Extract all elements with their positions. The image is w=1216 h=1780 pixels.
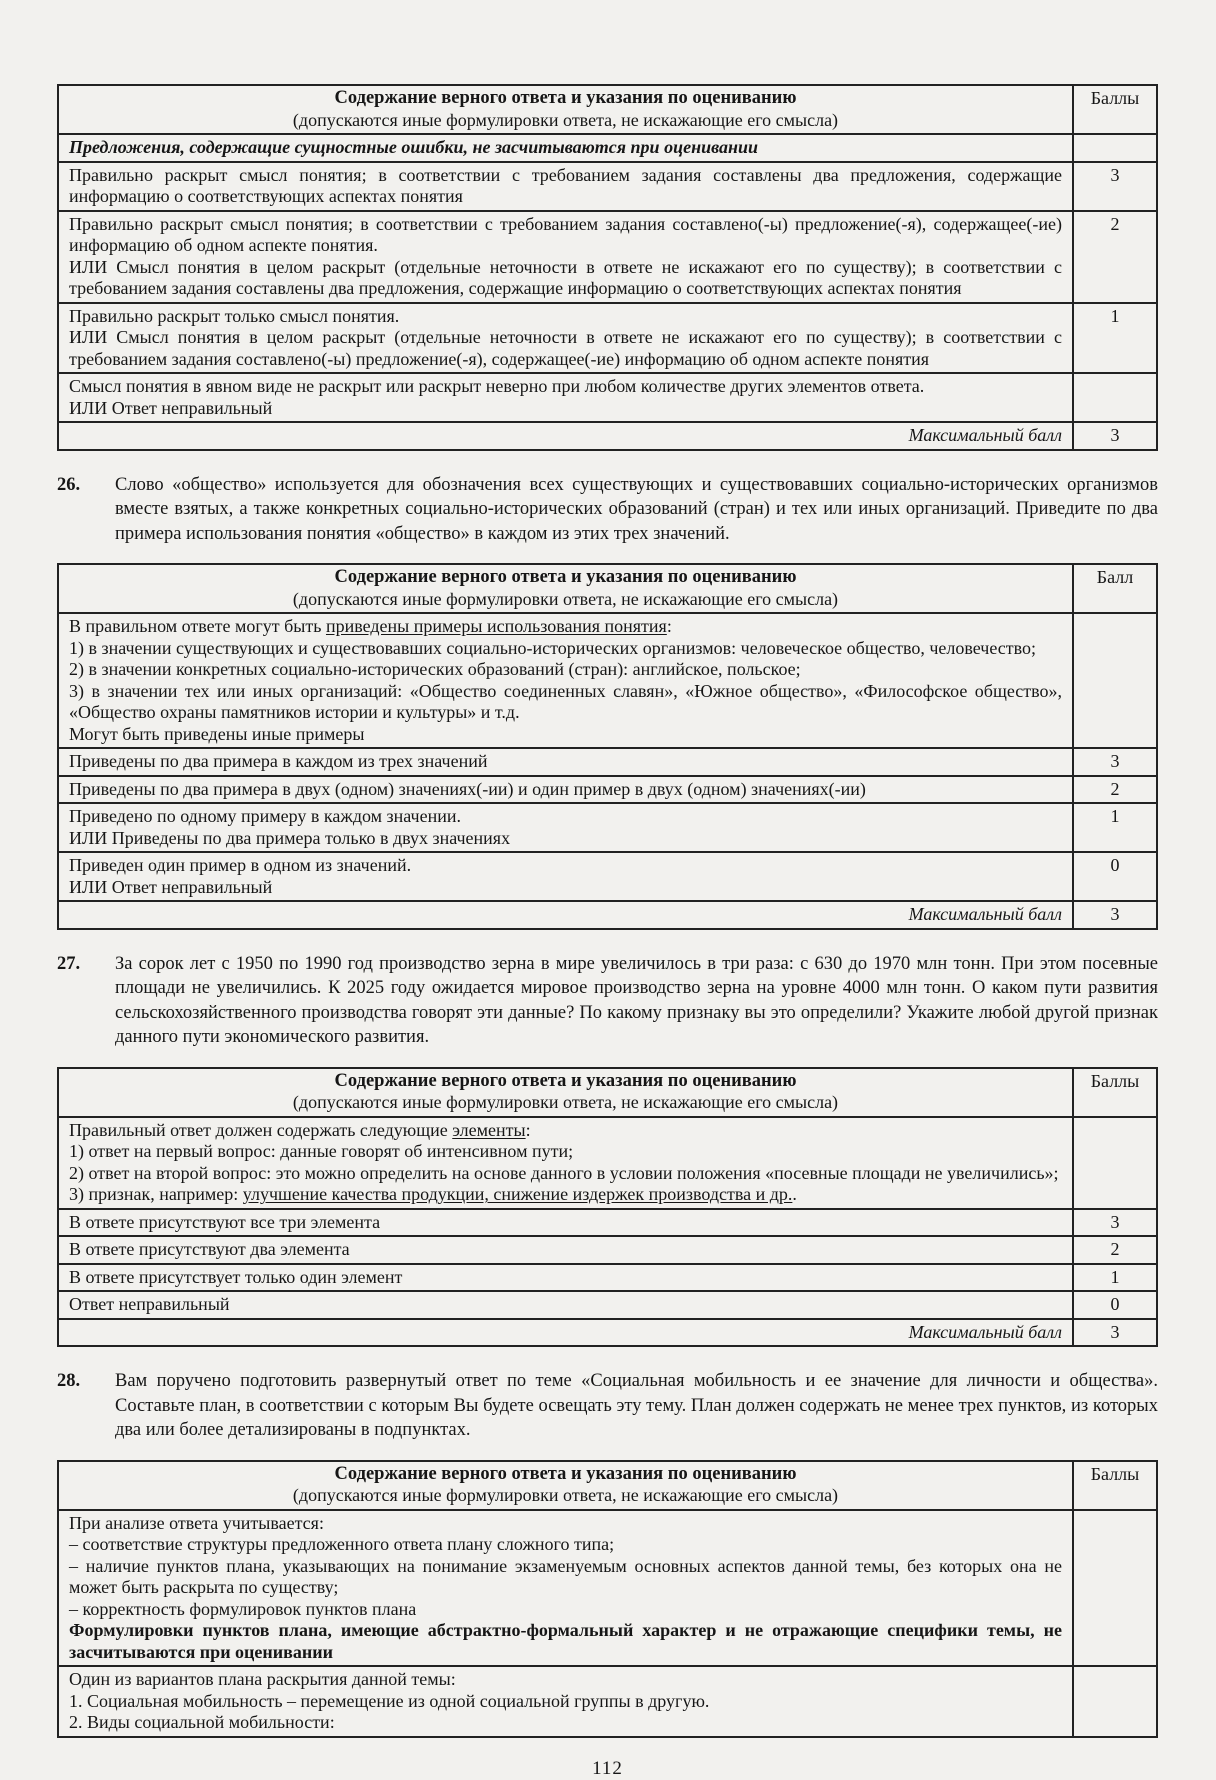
question-block [57,952,1158,1050]
scoring-table-q25 [57,84,1158,451]
text-segment: Правильный ответ должен содержать следующие [69,1119,453,1140]
criteria-header-cell [58,1068,1073,1117]
criteria-header-subtitle: (допускаются иные формулировки ответа, не искажающие его смысла) [292,1092,839,1112]
criteria-line [69,1184,1062,1206]
question-27 [57,952,1158,1050]
text-segment: 3) в значении тех или иных организаций: «Общество соединенных славян», «Южное общество», «Философское общество», «Общество охраны памятников истории и культуры» и т.д. [69,680,1062,722]
text-segment: – корректность формулировок пунктов плана [69,1598,417,1619]
question-block [57,1369,1158,1443]
question-block [57,473,1158,547]
scoring-table-q28 [57,1460,1158,1738]
text-segment: Приведен один пример в одном из значений. [69,855,412,875]
criteria-header-title: Содержание верного ответа и указания по оцениванию [334,1070,797,1091]
criteria-row [58,1117,1157,1209]
text-segment: 1) в значении существующих и существовавших социально-исторических организмов: человеческое общество, человечество; [69,637,1037,658]
criteria-line [69,1669,1062,1691]
criteria-cell [58,1264,1073,1292]
text-segment: Смысл понятия в явном виде не раскрыт или раскрыт неверно при любом количестве других элементов ответа. [69,376,925,396]
question-text: За сорок лет с 1950 по 1990 год производство зерна в мире увеличилось в три раза: с 630 до 1970 млн тонн. При этом посевные площади не увеличились. К 2025 году ожидается мировое производство зерна на уровне 4000 млн тонн. О каком пути развития сельскохозяйственного производства говорят эти данные? По какому признаку вы это определили? Укажите любой другой признак данного пути экономического развития. [115,953,1158,1047]
page-content [57,84,1158,1780]
scoring-rubric-table [57,84,1158,451]
text-segment: . [792,1184,797,1204]
question-number: 28. [57,1371,81,1391]
criteria-line [69,828,1062,850]
criteria-line [69,681,1062,724]
score-cell [1073,1117,1157,1209]
criteria-line [69,1120,1062,1142]
score-cell: 3 [1073,1209,1157,1237]
table-header-row [58,564,1157,613]
criteria-cell [58,1666,1073,1737]
criteria-header-title: Содержание верного ответа и указания по оцениванию [334,88,797,108]
criteria-cell [58,1209,1073,1237]
text-segment: В ответе присутствуют два элемента [69,1239,350,1259]
text-segment: Приведены по два примера в двух (одном) значениях(-ии) и один пример в двух (одном) значениях(-ии) [69,778,866,799]
criteria-line [69,306,1062,328]
scoring-table-q26 [57,563,1158,930]
criteria-line [69,327,1062,370]
criteria-cell [58,303,1073,374]
text-segment: ИЛИ Приведены по два примера только в двух значениях [69,827,511,848]
text-segment: Один из вариантов плана раскрытия данной темы: [69,1669,456,1689]
question-text: Слово «общество» используется для обозначения всех существующих и существовавших социально-исторических организмов вместе взятых, а также конкретных социально-исторических образований (стран) и тех или иных организаций. Приведите по два примера использования понятия «общество» в каждом из этих трех значений. [115,474,1158,544]
criteria-line [69,877,1062,899]
max-score-value: 3 [1073,1319,1157,1347]
text-segment: Приведены по два примера в каждом из трех значений [69,751,488,771]
text-segment: Формулировки пунктов плана, имеющие абстрактно-формальный характер и не отражающие специфики темы, не засчитываются при оценивании [69,1620,1062,1662]
criteria-cell [58,1291,1073,1319]
criteria-line [69,214,1062,257]
max-score-label: Максимальный балл [58,1319,1073,1347]
criteria-row [58,162,1157,211]
max-score-row [58,422,1157,450]
text-segment: 3) признак, например: [69,1184,243,1204]
text-segment: приведены примеры использования понятия [325,616,667,636]
criteria-cell [58,1117,1073,1209]
score-cell: 0 [1073,1291,1157,1319]
text-segment: 1) ответ на первый вопрос: данные говорят об интенсивном пути; [69,1141,574,1161]
points-header-cell: Баллы [1073,85,1157,134]
criteria-line [69,1267,1062,1289]
max-score-value: 3 [1073,422,1157,450]
score-cell: 3 [1073,748,1157,776]
criteria-cell [58,776,1073,804]
criteria-row [58,1209,1157,1237]
criteria-cell [58,748,1073,776]
score-cell: 2 [1073,211,1157,303]
criteria-cell [58,613,1073,748]
criteria-header-subtitle: (допускаются иные формулировки ответа, не искажающие его смысла) [292,109,839,130]
criteria-cell [58,852,1073,901]
criteria-cell [58,803,1073,852]
criteria-line [69,806,1062,828]
criteria-row [58,1666,1157,1737]
max-score-row [58,1319,1157,1347]
criteria-header-cell [58,1461,1073,1510]
text-segment: 2) в значении конкретных социально-исторических образований (стран): английское, польское; [69,659,801,679]
text-segment: ИЛИ Ответ неправильный [69,397,273,418]
criteria-line [69,1163,1062,1185]
criteria-row [58,1291,1157,1319]
scoring-rubric-table [57,1460,1158,1738]
criteria-row [58,776,1157,804]
score-cell [1073,134,1157,162]
points-header-cell: Баллы [1073,1068,1157,1117]
max-score-value: 3 [1073,901,1157,929]
criteria-row [58,1236,1157,1264]
criteria-row [58,303,1157,374]
scoring-rubric-table [57,1067,1158,1348]
text-segment: В ответе присутствует только один элемент [69,1266,403,1287]
text-segment: Ответ неправильный [69,1294,230,1314]
criteria-line [69,376,1062,398]
criteria-line [69,1712,1062,1734]
criteria-line [69,855,1062,877]
criteria-line [69,1691,1062,1713]
score-cell: 1 [1073,803,1157,852]
points-header-cell: Баллы [1073,1461,1157,1510]
score-cell: 2 [1073,1236,1157,1264]
score-cell: 3 [1073,162,1157,211]
max-score-label: Максимальный балл [58,901,1073,929]
score-cell [1073,1510,1157,1667]
text-segment: При анализе ответа учитывается: [69,1512,324,1533]
criteria-row [58,803,1157,852]
criteria-header-title: Содержание верного ответа и указания по оцениванию [334,1463,797,1484]
question-text: Вам поручено подготовить развернутый ответ по теме «Социальная мобильность и ее значение для личности и общества». Составьте план, в соответствии с которым Вы будете освещать эту тему. План должен содержать не менее трех пунктов, из которых два или более детализированы в подпунктах. [115,1371,1158,1440]
score-cell: 1 [1073,303,1157,374]
criteria-line [69,1513,1062,1535]
text-segment: Предложения, содержащие сущностные ошибки, не засчитываются при оценивании [69,137,759,157]
text-segment: ИЛИ Смысл понятия в целом раскрыт (отдельные неточности в ответе не искажают его по существу); в соответствии с требованием задания составлены два предложения, содержащие информацию о соответствующих аспектах понятия [69,256,1062,298]
text-segment: – соответствие структуры предложенного ответа плану сложного типа; [69,1534,615,1554]
criteria-cell [58,134,1073,162]
criteria-line [69,1212,1062,1234]
text-segment: В правильном ответе могут быть [69,616,326,636]
criteria-line [69,257,1062,300]
criteria-row [58,134,1157,162]
criteria-cell [58,211,1073,303]
table-header-row [58,85,1157,134]
question-28 [57,1369,1158,1443]
text-segment: 2) ответ на второй вопрос: это можно определить на основе данного в условии положения «посевные площади не увеличились»; [69,1162,1059,1183]
criteria-line [69,616,1062,638]
score-cell [1073,373,1157,422]
criteria-cell [58,162,1073,211]
table-header-row [58,1068,1157,1117]
score-cell [1073,613,1157,748]
criteria-cell [58,373,1073,422]
criteria-line [69,1239,1062,1261]
page-number: 112 [592,1757,623,1779]
criteria-line [69,398,1062,420]
criteria-line [69,779,1062,801]
text-segment: Правильно раскрыт только смысл понятия. [69,305,400,326]
criteria-row [58,852,1157,901]
criteria-row [58,373,1157,422]
criteria-header-subtitle: (допускаются иные формулировки ответа, не искажающие его смысла) [292,588,839,609]
criteria-row [58,748,1157,776]
max-score-label: Максимальный балл [58,422,1073,450]
question-26 [57,473,1158,547]
score-cell [1073,1666,1157,1737]
text-segment: элементы [452,1119,526,1140]
criteria-line [69,638,1062,660]
text-segment: : [525,1119,531,1140]
scoring-table-q27 [57,1067,1158,1348]
text-segment: 2. Виды социальной мобильности: [69,1712,335,1732]
criteria-row [58,1264,1157,1292]
text-segment: Правильно раскрыт смысл понятия; в соответствии с требованием задания составлено(-ы) предложение(-я), содержащее(-ие) информацию об одном аспекте понятия. [69,213,1062,255]
text-segment: Могут быть приведены иные примеры [69,723,365,744]
text-segment: В ответе присутствуют все три элемента [69,1211,381,1232]
criteria-cell [58,1510,1073,1667]
criteria-line [69,165,1062,208]
scoring-rubric-table [57,563,1158,930]
criteria-line [69,1620,1062,1663]
criteria-header-title: Содержание верного ответа и указания по оцениванию [334,567,797,587]
text-segment: Приведено по одному примеру в каждом значении. [69,806,461,826]
criteria-line [69,1534,1062,1556]
criteria-line [69,1141,1062,1163]
table-header-row [58,1461,1157,1510]
text-segment: Правильно раскрыт смысл понятия; в соответствии с требованием задания составлены два предложения, содержащие информацию о соответствующих аспектах понятия [69,164,1062,206]
criteria-line [69,751,1062,773]
criteria-row [58,211,1157,303]
criteria-row [58,1510,1157,1667]
text-segment: 1. Социальная мобильность – перемещение из одной социальной группы в другую. [69,1690,710,1711]
criteria-line [69,724,1062,746]
score-cell: 2 [1073,776,1157,804]
criteria-line [69,1599,1062,1621]
question-number: 26. [57,474,81,495]
points-header-cell: Балл [1073,564,1157,613]
criteria-row [58,613,1157,748]
text-segment: ИЛИ Ответ неправильный [69,876,273,897]
criteria-header-subtitle: (допускаются иные формулировки ответа, не искажающие его смысла) [292,1485,839,1505]
text-segment: – наличие пунктов плана, указывающих на понимание экзаменуемым основных аспектов данной темы, без которых она не может быть раскрыта по существу; [69,1555,1062,1597]
text-segment: улучшение качества продукции, снижение издержек производства и др. [242,1184,793,1204]
text-segment: : [666,616,672,636]
criteria-line [69,1556,1062,1599]
score-cell: 1 [1073,1264,1157,1292]
max-score-row [58,901,1157,929]
criteria-line [69,1294,1062,1316]
score-cell: 0 [1073,852,1157,901]
criteria-header-cell [58,85,1073,134]
criteria-line [69,137,1062,159]
criteria-header-cell [58,564,1073,613]
criteria-line [69,659,1062,681]
text-segment: ИЛИ Смысл понятия в целом раскрыт (отдельные неточности в ответе не искажают его по существу); в соответствии с требованием задания составлено(-ы) предложение(-я), содержащее(-ие) информацию об одном аспекте понятия [69,327,1062,369]
question-number: 27. [57,953,81,974]
criteria-cell [58,1236,1073,1264]
